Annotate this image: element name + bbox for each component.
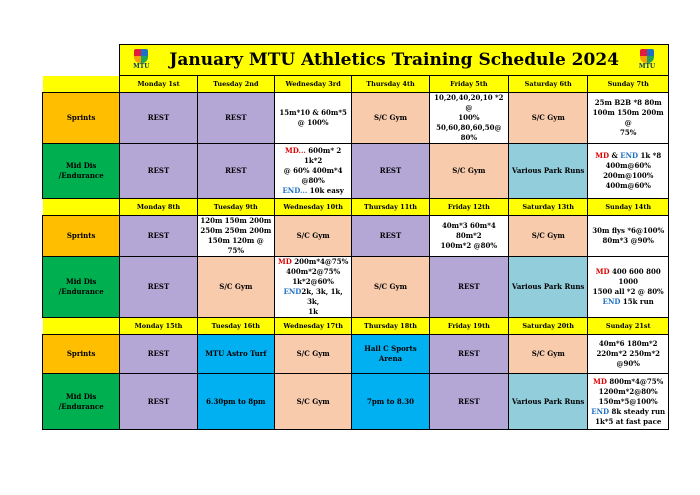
session-cell: REST [120, 257, 197, 318]
session-cell: Various Park Runs [509, 144, 588, 199]
session-cell: 15m*10 & 60m*5 @ 100% [274, 93, 351, 144]
session-cell: S/C Gym [274, 216, 351, 257]
training-schedule [42, 44, 669, 430]
category-mid-distance: Mid Dis /Endurance [43, 374, 120, 430]
week2-sprints-row [43, 216, 669, 257]
week3-mid-row [43, 374, 669, 430]
week2-mid-row [43, 257, 669, 318]
session-cell: REST [120, 374, 197, 430]
schedule-table [42, 44, 669, 430]
session-cell: S/C Gym [509, 216, 588, 257]
mtu-logo-left: MTU [130, 47, 152, 73]
week1-mid-row [43, 144, 669, 199]
day-header: Wednesday 3rd [274, 76, 351, 93]
title-bar [120, 45, 669, 76]
corner-blank [43, 45, 120, 76]
session-cell: S/C Gym [274, 374, 351, 430]
session-cell: Hall C Sports Arena [352, 335, 429, 374]
session-cell: 25m B2B *8 80m 100m 150m 200m @ 75% [588, 93, 669, 144]
day-header: Tuesday 2nd [197, 76, 274, 93]
week3-day-header [43, 318, 669, 335]
day-header: Saturday 6th [509, 76, 588, 93]
day-header: Monday 1st [120, 76, 197, 93]
session-cell: 30m flys *6@100% 80m*3 @90% [588, 216, 669, 257]
category-mid-distance: Mid Dis /Endurance [43, 257, 120, 318]
session-cell: MD 200m*4@75% 400m*2@75% 1k*2@60% END2k, 3k, 1k, 3k, 1k [274, 257, 351, 318]
day-header: Tuesday 16th [197, 318, 274, 335]
session-cell: REST [352, 216, 429, 257]
session-cell: 40m*6 180m*2 220m*2 250m*2 @90% [588, 335, 669, 374]
day-header: Friday 19th [429, 318, 508, 335]
session-cell: S/C Gym [274, 335, 351, 374]
session-cell: MTU Astro Turf [197, 335, 274, 374]
session-cell: MD 400 600 800 1000 1500 all *2 @ 80% END 15k run [588, 257, 669, 318]
shield-icon [640, 49, 654, 63]
session-cell: REST [120, 93, 197, 144]
session-cell: REST [429, 335, 508, 374]
day-header: Monday 8th [120, 199, 197, 216]
session-cell: MD... 600m* 2 1k*2 @ 60% 400m*4 @80% END... 10k easy [274, 144, 351, 199]
session-cell: MD 800m*4@75% 1200m*2@80% 150m*5@100% END 8k steady run 1k*5 at fast pace [588, 374, 669, 430]
session-cell: REST [120, 144, 197, 199]
day-header: Wednesday 10th [274, 199, 351, 216]
session-cell: 40m*3 60m*4 80m*2 100m*2 @80% [429, 216, 508, 257]
day-header: Sunday 14th [588, 199, 669, 216]
week1-day-header [43, 76, 669, 93]
category-mid-distance: Mid Dis /Endurance [43, 144, 120, 199]
day-header: Thursday 11th [352, 199, 429, 216]
session-cell: Various Park Runs [509, 257, 588, 318]
session-cell: S/C Gym [509, 93, 588, 144]
day-header: Sunday 21st [588, 318, 669, 335]
session-cell: REST [197, 144, 274, 199]
shield-icon [134, 49, 148, 63]
session-cell: REST [429, 257, 508, 318]
day-header: Friday 12th [429, 199, 508, 216]
category-sprints: Sprints [43, 93, 120, 144]
page-title: January MTU Athletics Training Schedule 2024 [169, 50, 619, 70]
day-header: Saturday 20th [509, 318, 588, 335]
session-cell: REST [120, 335, 197, 374]
session-cell: S/C Gym [429, 144, 508, 199]
session-cell: REST [352, 144, 429, 199]
mtu-logo-right: MTU [636, 47, 658, 73]
day-header: Friday 5th [429, 76, 508, 93]
session-cell: 6.30pm to 8pm [197, 374, 274, 430]
row-blank [43, 76, 120, 93]
row-blank [43, 318, 120, 335]
day-header: Thursday 18th [352, 318, 429, 335]
session-cell: REST [429, 374, 508, 430]
session-cell: 10,20,40,20,10 *2 @ 100% 50,60,80,60,50@ 80% [429, 93, 508, 144]
session-cell: Various Park Runs [509, 374, 588, 430]
week3-sprints-row [43, 335, 669, 374]
session-cell: S/C Gym [352, 257, 429, 318]
day-header: Sunday 7th [588, 76, 669, 93]
day-header: Tuesday 9th [197, 199, 274, 216]
day-header: Thursday 4th [352, 76, 429, 93]
session-cell: S/C Gym [197, 257, 274, 318]
session-cell: 7pm to 8.30 [352, 374, 429, 430]
week2-day-header [43, 199, 669, 216]
day-header: Saturday 13th [509, 199, 588, 216]
session-cell: REST [197, 93, 274, 144]
session-cell: REST [120, 216, 197, 257]
day-header: Wednesday 17th [274, 318, 351, 335]
row-blank [43, 199, 120, 216]
category-sprints: Sprints [43, 216, 120, 257]
session-cell: MD & END 1k *8 400m@60% 200m@100% 400m@60% [588, 144, 669, 199]
week1-sprints-row [43, 93, 669, 144]
day-header: Monday 15th [120, 318, 197, 335]
session-cell: S/C Gym [352, 93, 429, 144]
session-cell: 120m 150m 200m 250m 250m 200m 150m 120m @ 75% [197, 216, 274, 257]
category-sprints: Sprints [43, 335, 120, 374]
session-cell: S/C Gym [509, 335, 588, 374]
